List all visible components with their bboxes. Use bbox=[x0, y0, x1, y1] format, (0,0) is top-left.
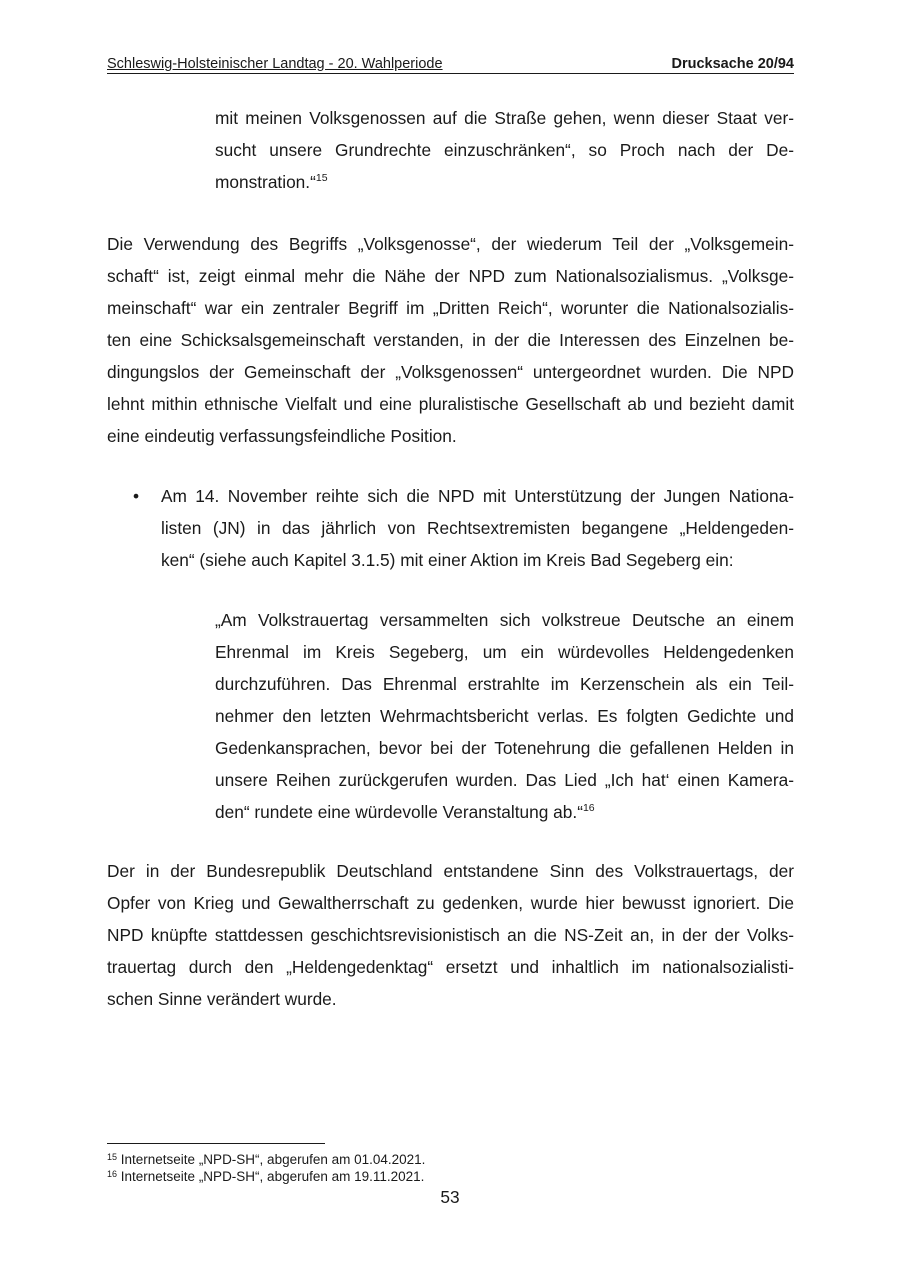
paragraph-line: NPD knüpfte stattdessen geschichtsrevisionistisch an die NS-Zeit an, in der der Volks- bbox=[107, 925, 794, 945]
body-paragraph-volkstrauertag bbox=[107, 855, 794, 1015]
header-parliament-title: Schleswig-Holsteinischer Landtag - 20. Wahlperiode bbox=[107, 56, 443, 72]
paragraph-line: trauertag durch den „Heldengedenktag“ ersetzt und inhaltlich im nationalsozialisti- bbox=[107, 957, 794, 977]
quote-line: sucht unsere Grundrechte einzuschränken“, so Proch nach der De- bbox=[215, 140, 794, 160]
quote-line: „Am Volkstrauertag versammelten sich volkstreue Deutsche an einem bbox=[215, 610, 794, 630]
bullet-line: listen (JN) in das jährlich von Rechtsextremisten begangene „Heldengeden- bbox=[161, 518, 794, 538]
block-quote-volkstrauertag bbox=[215, 604, 794, 828]
footnote-ref-16: 16 bbox=[582, 802, 595, 814]
quote-line: unsere Reihen zurückgerufen wurden. Das Lied „Ich hat‘ einen Kamera- bbox=[215, 770, 794, 790]
footnote-ref-15: 15 bbox=[315, 172, 328, 184]
bullet-line: Am 14. November reihte sich die NPD mit Unterstützung der Jungen Nationa- bbox=[161, 486, 794, 506]
body-paragraph-volksgenosse bbox=[107, 228, 794, 452]
paragraph-line: lehnt mithin ethnische Vielfalt und eine pluralistische Gesellschaft ab und bezieht damit bbox=[107, 394, 794, 414]
footnote-15 bbox=[107, 1151, 794, 1168]
footnote-text: Internetseite „NPD-SH“, abgerufen am 19.11.2021. bbox=[117, 1169, 425, 1184]
page-header bbox=[107, 55, 794, 74]
quote-line: Gedenkansprachen, bevor bei der Totenehrung die gefallenen Helden in bbox=[215, 738, 794, 758]
footnote-divider bbox=[107, 1143, 325, 1144]
paragraph-line: dingungslos der Gemeinschaft der „Volksgenossen“ untergeordnet wurden. Die NPD bbox=[107, 362, 794, 382]
page-number: 53 bbox=[440, 1187, 460, 1207]
paragraph-line: schaft“ ist, zeigt einmal mehr die Nähe der NPD zum Nationalsozialismus. „Volksge- bbox=[107, 266, 794, 286]
paragraph-line: Der in der Bundesrepublik Deutschland entstandene Sinn des Volkstrauertags, der bbox=[107, 861, 794, 881]
footnote-number: 16 bbox=[107, 1169, 118, 1179]
quote-line-text: den“ rundete eine würdevolle Veranstaltung ab.“ bbox=[215, 802, 583, 822]
block-quote-continued bbox=[215, 102, 794, 198]
bullet-item-heldengedenken bbox=[161, 480, 794, 576]
quote-line: durchzuführen. Das Ehrenmal erstrahlte im Kerzenschein als ein Teil- bbox=[215, 674, 794, 694]
quote-line: Ehrenmal im Kreis Segeberg, um ein würdevolles Heldengedenken bbox=[215, 642, 794, 662]
quote-line-last bbox=[215, 796, 794, 828]
quote-line-text: monstration.“ bbox=[215, 172, 316, 192]
paragraph-line: ten eine Schicksalsgemeinschaft verstanden, in der die Interessen des Einzelnen be- bbox=[107, 330, 794, 350]
footnote-text: Internetseite „NPD-SH“, abgerufen am 01.04.2021. bbox=[117, 1152, 426, 1167]
paragraph-line: Opfer von Krieg und Gewaltherrschaft zu gedenken, wurde hier bewusst ignoriert. Die bbox=[107, 893, 794, 913]
quote-line: mit meinen Volksgenossen auf die Straße gehen, wenn dieser Staat ver- bbox=[215, 108, 794, 128]
bullet-icon: • bbox=[133, 486, 140, 506]
quote-line-last bbox=[215, 166, 794, 198]
paragraph-line: schen Sinne verändert wurde. bbox=[107, 989, 337, 1009]
footnotes bbox=[107, 1151, 794, 1185]
paragraph-line: meinschaft“ war ein zentraler Begriff im „Dritten Reich“, worunter die Nationalsozialis- bbox=[107, 298, 794, 318]
paragraph-line: eine eindeutig verfassungsfeindliche Position. bbox=[107, 426, 457, 446]
bullet-line: ken“ (siehe auch Kapitel 3.1.5) mit einer Aktion im Kreis Bad Segeberg ein: bbox=[161, 550, 734, 570]
quote-line: nehmer den letzten Wehrmachtsbericht verlas. Es folgten Gedichte und bbox=[215, 706, 794, 726]
footnote-16 bbox=[107, 1168, 794, 1185]
footnote-number: 15 bbox=[107, 1152, 118, 1162]
paragraph-line: Die Verwendung des Begriffs „Volksgenosse“, der wiederum Teil der „Volksgemein- bbox=[107, 234, 794, 254]
header-document-number: Drucksache 20/94 bbox=[671, 56, 794, 72]
